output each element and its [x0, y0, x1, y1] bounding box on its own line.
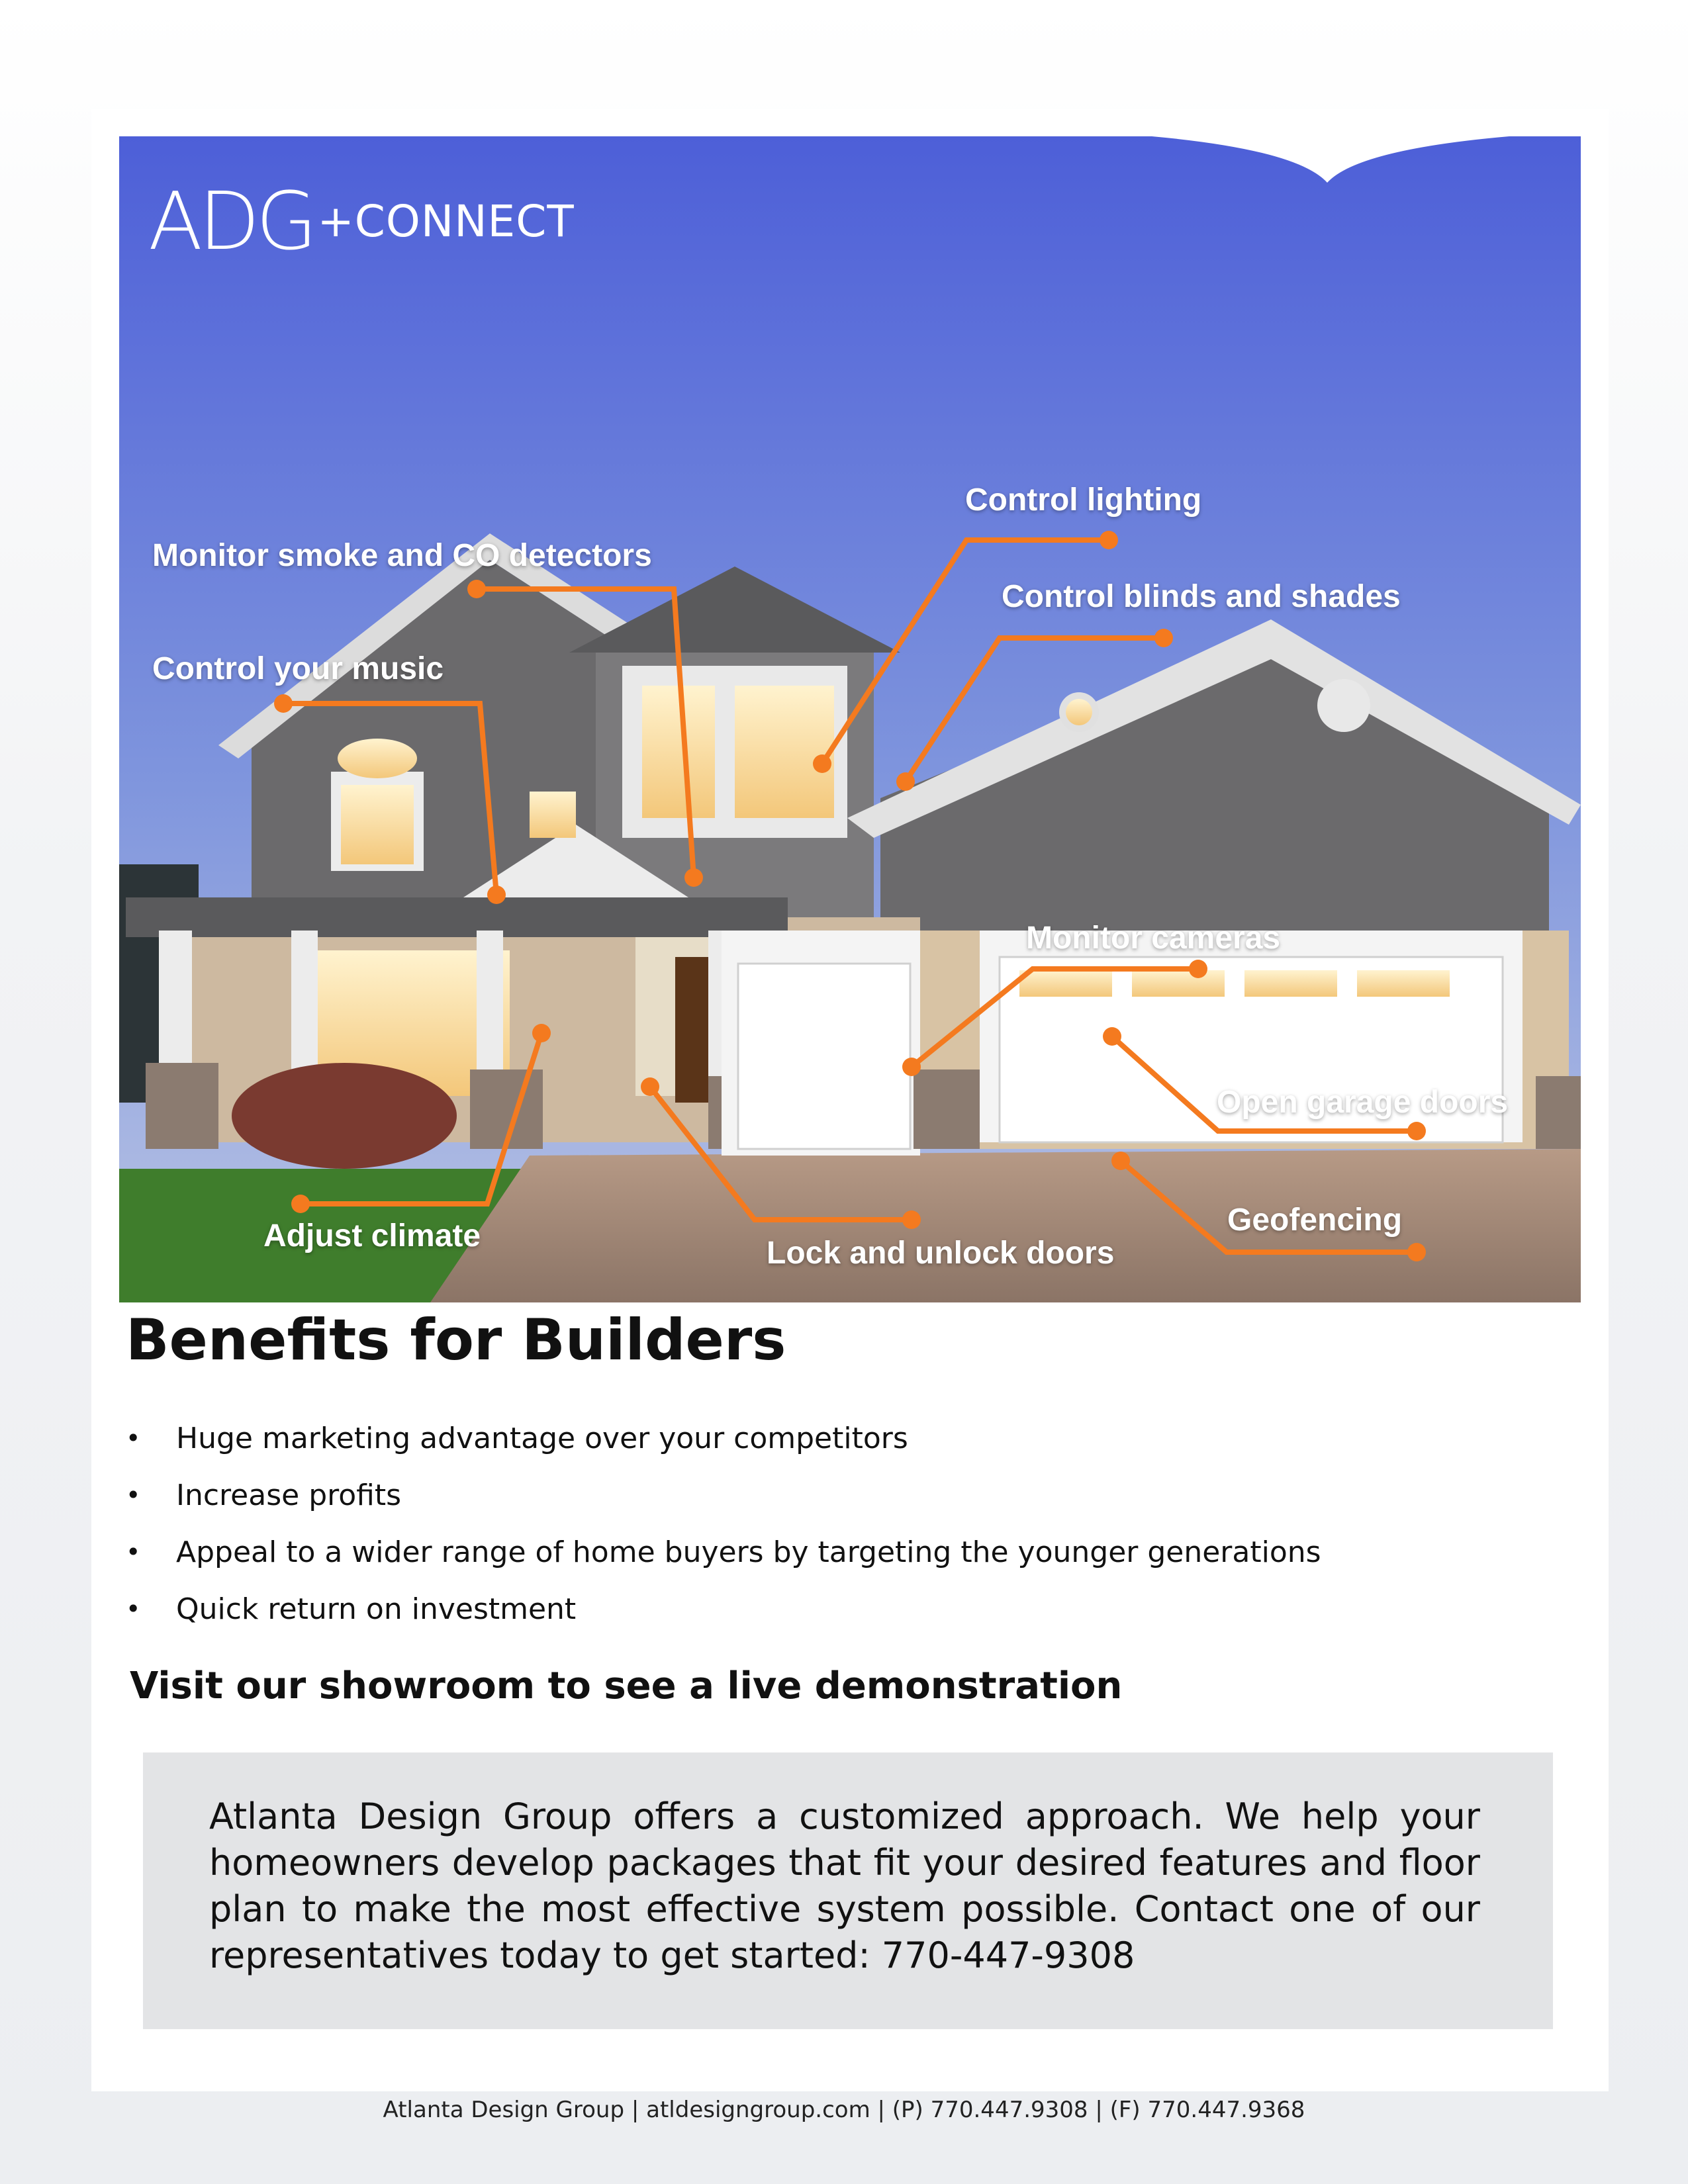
- benefits-list: [126, 1410, 1321, 1637]
- benefits-heading: Benefits for Builders: [126, 1307, 786, 1373]
- logo-suffix: +CONNECT: [317, 196, 575, 247]
- benefit-item: [126, 1410, 1321, 1467]
- showroom-heading: Visit our showroom to see a live demonstration: [130, 1664, 1123, 1707]
- bullet-icon: •: [126, 1537, 141, 1567]
- callout-control-lighting: Control lighting: [965, 482, 1202, 518]
- callout-monitor-cameras: Monitor cameras: [1026, 921, 1281, 956]
- footer: Atlanta Design Group | atldesigngroup.com | (P) 770.447.9308 | (F) 770.447.9368: [383, 2097, 1305, 2123]
- callout-control-blinds: Control blinds and shades: [1002, 579, 1401, 614]
- house-illustration: [119, 136, 1581, 1302]
- adg-connect-logo: [148, 176, 575, 268]
- hero-image: [119, 136, 1581, 1302]
- callout-geofencing: Geofencing: [1227, 1203, 1403, 1238]
- logo-mark: ADG: [148, 176, 314, 268]
- benefit-item: [126, 1524, 1321, 1580]
- bullet-icon: •: [126, 1594, 141, 1623]
- benefit-item: [126, 1580, 1321, 1637]
- callout-monitor-smoke: Monitor smoke and CO detectors: [152, 538, 652, 573]
- bullet-icon: •: [126, 1424, 141, 1453]
- bullet-icon: •: [126, 1480, 141, 1510]
- contact-box: [143, 1752, 1553, 2029]
- benefit-text: Increase profits: [176, 1478, 402, 1512]
- contact-text: Atlanta Design Group offers a customized approach. We help your homeowners develop packages that fit your desired features and floor plan to make the most effective system possible. Contact one of our representatives today to get started: 770-447-9308: [209, 1796, 1480, 1976]
- benefit-item: [126, 1467, 1321, 1524]
- callout-control-music: Control your music: [152, 651, 444, 686]
- callout-adjust-climate: Adjust climate: [263, 1218, 481, 1253]
- callout-lock-doors: Lock and unlock doors: [767, 1236, 1115, 1271]
- benefit-text: Huge marketing advantage over your competitors: [176, 1421, 908, 1455]
- benefit-text: Appeal to a wider range of home buyers by targeting the younger generations: [176, 1535, 1321, 1569]
- callout-open-garage: Open garage doors: [1217, 1085, 1509, 1120]
- benefit-text: Quick return on investment: [176, 1592, 577, 1626]
